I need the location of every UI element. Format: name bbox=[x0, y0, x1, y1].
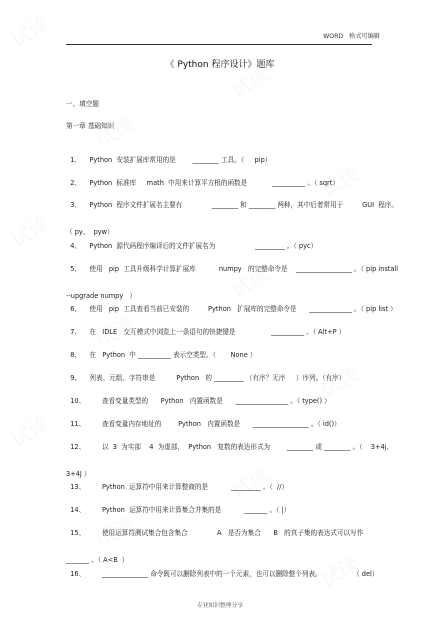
question-text: 8、 在 Python 中 __________ 表示空类型。（ None ） bbox=[70, 351, 257, 360]
question-text: 14、 Python 运算符中用来计算集合并集的是 _______ 。（ |） bbox=[70, 506, 291, 515]
question-continuation: 3+4J ） bbox=[66, 469, 91, 478]
question-text: 7、 在 IDLE 交互模式中浏览上一条语句的快捷键是 __________ 。（ Alt+P ） bbox=[70, 328, 346, 337]
question-7 bbox=[66, 320, 376, 336]
question-10 bbox=[66, 389, 376, 405]
question-11 bbox=[66, 412, 376, 428]
question-text: 5、 使用 pip 工具升级科学计算扩展库 numpy 的完整命令是 _________________ 。（ pip install bbox=[70, 265, 399, 274]
question-text: 2、 Python 标准库 math 中用来计算平方根的函数是 __________ 。（ sqrt） bbox=[70, 179, 339, 188]
question-16 bbox=[66, 562, 379, 579]
question-2 bbox=[66, 171, 376, 187]
question-text: 4、 Python 源代码程序编译后的文件扩展名为 _________ 。（ pyc） bbox=[70, 242, 318, 251]
watermark-text bbox=[6, 412, 53, 454]
question-text: 16、 ______________ 命令既可以删除列表中的一个元素，也可以删除整个列表。 （ del） bbox=[70, 570, 379, 579]
question-1 bbox=[66, 148, 376, 164]
section-heading: 一、填空题 bbox=[66, 100, 99, 108]
question-text: 12、 以 3 为实部 4 为虚部， Python 复数的表达形式为 ________ 或 ________ 。（ 3+4j、 bbox=[70, 443, 394, 452]
page-footer: 专业知识整理分享 bbox=[196, 603, 244, 609]
page-header: WORD 格式可编辑 bbox=[323, 33, 380, 40]
question-text: 11、 查看变量内存地址的 Python 内置函数是 _________________ 。（ id()） bbox=[70, 420, 341, 429]
question-6 bbox=[66, 297, 397, 314]
question-14 bbox=[66, 498, 376, 514]
question-text: 13、 Python 运算符中用来计算整商的是 _________ 。（ //） bbox=[70, 483, 289, 492]
question-9 bbox=[66, 366, 376, 382]
question-text: 3、 Python 程序文件扩展名主要有 ________ 和 ________ 两种，其中后者常用于 GUI 程序。 bbox=[70, 201, 398, 210]
question-text: 15、 使用运算符测试集合包含集合 A 是否为集合 B 的真子集的表达式可以写作 bbox=[70, 529, 364, 538]
question-13 bbox=[66, 475, 376, 491]
question-text: 1、 Python 安装扩展库常用的是 ________ 工具。（ pip） bbox=[70, 156, 272, 165]
question-text: 9、 列表、元组、字符串是 Python 的 _________ （有序？无序 ）序列。（有序） bbox=[70, 374, 346, 383]
header-divider bbox=[66, 44, 372, 45]
watermark-text bbox=[6, 212, 53, 254]
question-8 bbox=[66, 343, 376, 359]
question-continuation: --upgrade numpy ） bbox=[66, 291, 137, 300]
question-text: 6、 使用 pip 工具查看当前已安装的 Python 扩展库的完整命令是 _____________ 。（ pip list ） bbox=[70, 305, 397, 314]
question-4 bbox=[66, 234, 376, 250]
question-text: 10、 查看变量类型的 Python 内置函数是 ________________ 。（ type() ） bbox=[70, 397, 331, 406]
watermark-text bbox=[6, 12, 53, 54]
question-continuation: （ py、 pyw） bbox=[66, 227, 114, 236]
chapter-heading: 第一章 基础知识 bbox=[66, 122, 115, 130]
question-continuation: _______ 。（ A<B ） bbox=[66, 555, 129, 564]
page-title: 《 Python 程序设计》题库 bbox=[165, 60, 275, 70]
